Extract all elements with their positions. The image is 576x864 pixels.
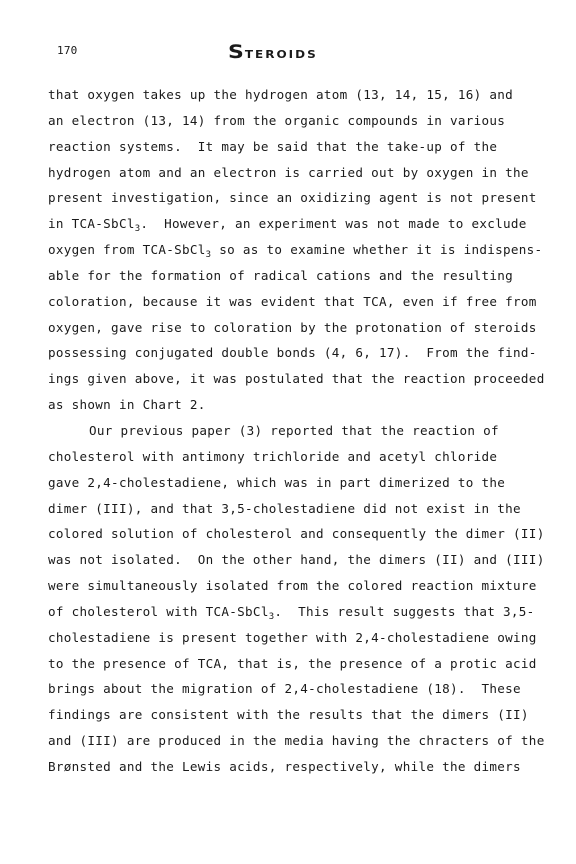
text-line <box>48 573 548 599</box>
text-line <box>48 315 548 341</box>
text-segment: present investigation, since an oxidizing agent is not present <box>48 190 537 206</box>
text-line <box>48 496 548 522</box>
text-line <box>48 651 548 677</box>
text-segment: was not isolated. On the other hand, the dimers (II) and (III) <box>48 552 545 568</box>
text-segment: possessing conjugated double bonds (4, 6, 17). From the find- <box>48 345 537 361</box>
text-line <box>48 211 548 237</box>
text-line <box>48 160 548 186</box>
text-segment: cholestadiene is present together with 2,4-cholestadiene owing <box>48 629 537 645</box>
text-segment: dimer (III), and that 3,5-cholestadiene did not exist in the <box>48 500 521 516</box>
text-line <box>48 728 548 754</box>
subscript: 3 <box>134 224 141 235</box>
running-head <box>228 42 318 63</box>
text-line <box>48 599 548 625</box>
text-segment: coloration, because it was evident that TCA, even if free from <box>48 293 537 309</box>
text-segment: were simultaneously isolated from the colored reaction mixture <box>48 578 537 594</box>
running-head-initial: S <box>228 41 245 64</box>
text-segment: gave 2,4-cholestadiene, which was in part dimerized to the <box>48 474 506 490</box>
text-line <box>48 547 548 573</box>
text-segment: and (III) are produced in the media having the chracters of the <box>48 733 545 749</box>
text-segment: cholesterol with antimony trichloride and acetyl chloride <box>48 448 498 464</box>
text-line <box>48 470 548 496</box>
text-line <box>48 366 548 392</box>
text-segment: colored solution of cholesterol and consequently the dimer (II) <box>48 526 545 542</box>
text-segment: . This result suggests that 3,5- <box>274 603 535 619</box>
text-line <box>48 625 548 651</box>
text-line <box>48 185 548 211</box>
subscript: 3 <box>268 611 275 622</box>
text-segment: reaction systems. It may be said that the take-up of the <box>48 138 498 154</box>
text-line <box>48 134 548 160</box>
text-segment: oxygen from TCA-SbCl <box>48 242 206 258</box>
body-text <box>48 82 548 780</box>
text-line <box>48 108 548 134</box>
text-line <box>48 444 548 470</box>
page-number: 170 <box>57 44 78 57</box>
text-segment: hydrogen atom and an electron is carried out by oxygen in the <box>48 164 529 180</box>
text-segment: as shown in Chart 2. <box>48 397 206 413</box>
text-segment: so as to examine whether it is indispens- <box>211 242 543 258</box>
text-segment: able for the formation of radical cations and the resulting <box>48 267 514 283</box>
text-line <box>48 263 548 289</box>
text-segment: in TCA-SbCl <box>48 216 135 232</box>
page-header <box>0 41 576 64</box>
text-line <box>48 340 548 366</box>
text-segment: brings about the migration of 2,4-cholestadiene (18). These <box>48 681 521 697</box>
text-segment: findings are consistent with the results that the dimers (II) <box>48 707 529 723</box>
text-line <box>48 754 548 780</box>
text-line <box>48 289 548 315</box>
paragraph <box>48 418 548 780</box>
text-line <box>48 418 548 444</box>
text-line <box>48 82 548 108</box>
text-line <box>48 676 548 702</box>
text-line <box>48 521 548 547</box>
running-head-rest: TEROIDS <box>244 48 318 61</box>
text-line <box>48 702 548 728</box>
text-segment: an electron (13, 14) from the organic compounds in various <box>48 112 506 128</box>
text-segment: Our previous paper (3) reported that the reaction of <box>89 422 499 438</box>
text-segment: that oxygen takes up the hydrogen atom (13, 14, 15, 16) and <box>48 87 514 102</box>
paragraph <box>48 82 548 418</box>
text-segment: ings given above, it was postulated that the reaction proceeded <box>48 371 545 387</box>
text-segment: . However, an experiment was not made to exclude <box>140 216 527 232</box>
text-line <box>48 237 548 263</box>
text-segment: to the presence of TCA, that is, the presence of a protic acid <box>48 655 537 671</box>
text-segment: oxygen, gave rise to coloration by the protonation of steroids <box>48 319 537 335</box>
text-segment: of cholesterol with TCA-SbCl <box>48 603 269 619</box>
text-segment: Brønsted and the Lewis acids, respectively, while the dimers <box>48 758 521 774</box>
subscript: 3 <box>205 250 212 261</box>
text-line <box>48 392 548 418</box>
